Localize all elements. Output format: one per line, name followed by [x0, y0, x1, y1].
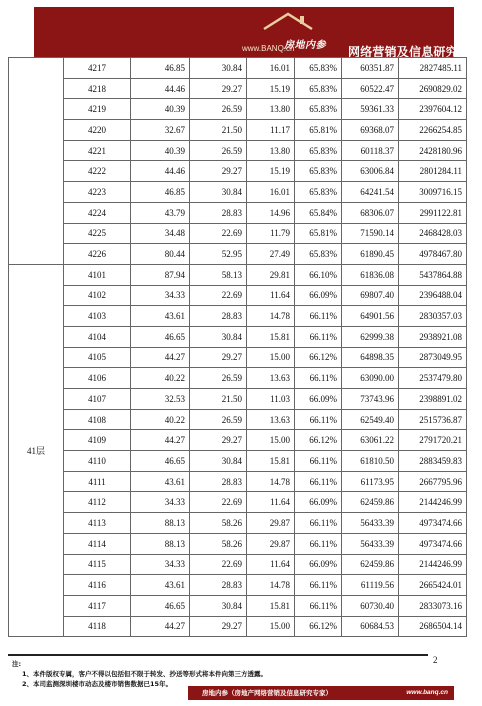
value-cell: 27.49	[247, 244, 295, 265]
value-cell: 15.00	[247, 616, 295, 637]
footnote-line-2: 2、本司监测深圳楼市动态及楼市销售数据已15年。	[22, 680, 173, 688]
value-cell: 46.85	[131, 182, 190, 203]
value-cell: 14.96	[247, 202, 295, 223]
table-row	[9, 140, 467, 161]
value-cell: 29.81	[247, 264, 295, 285]
value-cell: 46.65	[131, 451, 190, 472]
value-cell: 65.81%	[295, 120, 342, 141]
unit-number-cell: 4103	[64, 306, 131, 327]
value-cell: 64901.56	[342, 306, 399, 327]
value-cell: 2537479.80	[399, 368, 467, 389]
value-cell: 15.81	[247, 451, 295, 472]
value-cell: 65.83%	[295, 140, 342, 161]
value-cell: 61173.95	[342, 471, 399, 492]
value-cell: 40.39	[131, 140, 190, 161]
value-cell: 56433.39	[342, 533, 399, 554]
unit-number-cell: 4225	[64, 223, 131, 244]
value-cell: 4973474.66	[399, 513, 467, 534]
value-cell: 29.27	[190, 161, 247, 182]
header-banner	[34, 7, 482, 59]
value-cell: 66.11%	[295, 513, 342, 534]
unit-number-cell: 4116	[64, 575, 131, 596]
value-cell: 11.03	[247, 389, 295, 410]
value-cell: 14.78	[247, 471, 295, 492]
unit-number-cell: 4101	[64, 264, 131, 285]
value-cell: 22.69	[190, 492, 247, 513]
unit-number-cell: 4110	[64, 451, 131, 472]
unit-number-cell: 4115	[64, 554, 131, 575]
table-row	[9, 161, 467, 182]
value-cell: 2144246.99	[399, 492, 467, 513]
value-cell: 30.84	[190, 326, 247, 347]
value-cell: 22.69	[190, 285, 247, 306]
value-cell: 46.65	[131, 326, 190, 347]
value-cell: 34.33	[131, 554, 190, 575]
value-cell: 73743.96	[342, 389, 399, 410]
value-cell: 29.27	[190, 616, 247, 637]
value-cell: 65.83%	[295, 58, 342, 79]
value-cell: 66.09%	[295, 389, 342, 410]
value-cell: 40.22	[131, 368, 190, 389]
value-cell: 60730.40	[342, 595, 399, 616]
table-row	[9, 244, 467, 265]
value-cell: 13.80	[247, 140, 295, 161]
value-cell: 15.00	[247, 347, 295, 368]
table-row	[9, 575, 467, 596]
value-cell: 2144246.99	[399, 554, 467, 575]
value-cell: 2515736.87	[399, 409, 467, 430]
value-cell: 26.59	[190, 409, 247, 430]
value-cell: 29.87	[247, 513, 295, 534]
value-cell: 34.48	[131, 223, 190, 244]
value-cell: 43.61	[131, 471, 190, 492]
value-cell: 13.80	[247, 99, 295, 120]
value-cell: 5437864.88	[399, 264, 467, 285]
value-cell: 21.50	[190, 120, 247, 141]
price-table	[8, 57, 467, 637]
value-cell: 32.53	[131, 389, 190, 410]
value-cell: 26.59	[190, 140, 247, 161]
value-cell: 61836.08	[342, 264, 399, 285]
value-cell: 11.64	[247, 285, 295, 306]
table-row	[9, 595, 467, 616]
value-cell: 66.11%	[295, 595, 342, 616]
unit-number-cell: 4222	[64, 161, 131, 182]
value-cell: 65.83%	[295, 99, 342, 120]
brand-site: www.BANQ.cn	[242, 44, 295, 53]
value-cell: 66.11%	[295, 306, 342, 327]
value-cell: 32.67	[131, 120, 190, 141]
value-cell: 13.63	[247, 409, 295, 430]
value-cell: 60351.87	[342, 58, 399, 79]
value-cell: 28.83	[190, 471, 247, 492]
value-cell: 29.27	[190, 347, 247, 368]
value-cell: 64898.35	[342, 347, 399, 368]
table-row	[9, 120, 467, 141]
value-cell: 46.85	[131, 58, 190, 79]
value-cell: 52.95	[190, 244, 247, 265]
table-row	[9, 182, 467, 203]
table-row	[9, 264, 467, 285]
brand-slogan: 网络营销及信息研究专家	[348, 45, 482, 59]
table-row	[9, 58, 467, 79]
value-cell: 44.27	[131, 347, 190, 368]
value-cell: 62459.86	[342, 554, 399, 575]
value-cell: 2397604.12	[399, 99, 467, 120]
table-row	[9, 513, 467, 534]
value-cell: 29.27	[190, 78, 247, 99]
table-row	[9, 471, 467, 492]
table-row	[9, 451, 467, 472]
value-cell: 60522.47	[342, 78, 399, 99]
value-cell: 22.69	[190, 554, 247, 575]
table-row	[9, 616, 467, 637]
value-cell: 87.94	[131, 264, 190, 285]
value-cell: 2665424.01	[399, 575, 467, 596]
value-cell: 66.11%	[295, 451, 342, 472]
value-cell: 66.09%	[295, 285, 342, 306]
unit-number-cell: 4221	[64, 140, 131, 161]
value-cell: 2991122.81	[399, 202, 467, 223]
unit-number-cell: 4114	[64, 533, 131, 554]
value-cell: 58.13	[190, 264, 247, 285]
unit-number-cell: 4218	[64, 78, 131, 99]
value-cell: 28.83	[190, 306, 247, 327]
value-cell: 14.78	[247, 306, 295, 327]
table-row	[9, 430, 467, 451]
table-row	[9, 368, 467, 389]
unit-number-cell: 4102	[64, 285, 131, 306]
value-cell: 11.17	[247, 120, 295, 141]
unit-number-cell: 4109	[64, 430, 131, 451]
unit-number-cell: 4108	[64, 409, 131, 430]
value-cell: 3009716.15	[399, 182, 467, 203]
unit-number-cell: 4112	[64, 492, 131, 513]
footer-url: www.banq.cn	[406, 689, 448, 696]
value-cell: 65.83%	[295, 182, 342, 203]
value-cell: 62549.40	[342, 409, 399, 430]
page-number: 2	[433, 655, 438, 665]
value-cell: 40.39	[131, 99, 190, 120]
unit-number-cell: 4223	[64, 182, 131, 203]
footer-text: 房地内参（房地产网络营销及信息研究专家）	[202, 689, 332, 697]
value-cell: 58.26	[190, 533, 247, 554]
unit-number-cell: 4224	[64, 202, 131, 223]
table-row	[9, 492, 467, 513]
value-cell: 2833073.16	[399, 595, 467, 616]
value-cell: 30.84	[190, 58, 247, 79]
table-row	[9, 285, 467, 306]
value-cell: 44.46	[131, 78, 190, 99]
value-cell: 63006.84	[342, 161, 399, 182]
value-cell: 11.79	[247, 223, 295, 244]
value-cell: 61890.45	[342, 244, 399, 265]
value-cell: 66.11%	[295, 409, 342, 430]
value-cell: 34.33	[131, 492, 190, 513]
floor-label: 41层	[9, 264, 64, 636]
value-cell: 66.09%	[295, 492, 342, 513]
value-cell: 64241.54	[342, 182, 399, 203]
value-cell: 2690829.02	[399, 78, 467, 99]
table-row	[9, 223, 467, 244]
value-cell: 69807.40	[342, 285, 399, 306]
value-cell: 11.64	[247, 492, 295, 513]
unit-number-cell: 4226	[64, 244, 131, 265]
value-cell: 80.44	[131, 244, 190, 265]
value-cell: 15.00	[247, 430, 295, 451]
value-cell: 30.84	[190, 182, 247, 203]
value-cell: 4978467.80	[399, 244, 467, 265]
value-cell: 2428180.96	[399, 140, 467, 161]
unit-number-cell: 4117	[64, 595, 131, 616]
unit-number-cell: 4104	[64, 326, 131, 347]
table-row	[9, 99, 467, 120]
value-cell: 2791720.21	[399, 430, 467, 451]
value-cell: 2266254.85	[399, 120, 467, 141]
value-cell: 15.19	[247, 78, 295, 99]
value-cell: 28.83	[190, 202, 247, 223]
value-cell: 65.81%	[295, 223, 342, 244]
table-row	[9, 78, 467, 99]
value-cell: 66.11%	[295, 326, 342, 347]
value-cell: 88.13	[131, 513, 190, 534]
value-cell: 2830357.03	[399, 306, 467, 327]
value-cell: 29.87	[247, 533, 295, 554]
footer-bar	[188, 686, 454, 700]
value-cell: 2396488.04	[399, 285, 467, 306]
value-cell: 11.64	[247, 554, 295, 575]
value-cell: 63090.00	[342, 368, 399, 389]
value-cell: 66.12%	[295, 616, 342, 637]
value-cell: 14.78	[247, 575, 295, 596]
value-cell: 69368.07	[342, 120, 399, 141]
value-cell: 71590.14	[342, 223, 399, 244]
brand-name: 房地内参	[284, 40, 326, 51]
unit-number-cell: 4106	[64, 368, 131, 389]
value-cell: 63061.22	[342, 430, 399, 451]
table-row	[9, 554, 467, 575]
table-row	[9, 533, 467, 554]
floor-label	[9, 58, 64, 265]
value-cell: 2827485.11	[399, 58, 467, 79]
value-cell: 26.59	[190, 368, 247, 389]
value-cell: 65.83%	[295, 78, 342, 99]
value-cell: 60684.53	[342, 616, 399, 637]
value-cell: 46.65	[131, 595, 190, 616]
value-cell: 2398891.02	[399, 389, 467, 410]
value-cell: 66.10%	[295, 264, 342, 285]
value-cell: 28.83	[190, 575, 247, 596]
value-cell: 34.33	[131, 285, 190, 306]
value-cell: 61119.56	[342, 575, 399, 596]
unit-number-cell: 4118	[64, 616, 131, 637]
value-cell: 22.69	[190, 223, 247, 244]
value-cell: 68306.07	[342, 202, 399, 223]
table-row	[9, 202, 467, 223]
value-cell: 29.27	[190, 430, 247, 451]
table-row	[9, 409, 467, 430]
value-cell: 43.61	[131, 575, 190, 596]
value-cell: 66.11%	[295, 533, 342, 554]
value-cell: 40.22	[131, 409, 190, 430]
value-cell: 66.12%	[295, 347, 342, 368]
value-cell: 66.12%	[295, 430, 342, 451]
unit-number-cell: 4113	[64, 513, 131, 534]
value-cell: 58.26	[190, 513, 247, 534]
value-cell: 21.50	[190, 389, 247, 410]
value-cell: 2873049.95	[399, 347, 467, 368]
value-cell: 4973474.66	[399, 533, 467, 554]
value-cell: 16.01	[247, 182, 295, 203]
value-cell: 66.11%	[295, 575, 342, 596]
unit-number-cell: 4217	[64, 58, 131, 79]
value-cell: 44.46	[131, 161, 190, 182]
value-cell: 43.79	[131, 202, 190, 223]
value-cell: 65.83%	[295, 244, 342, 265]
value-cell: 66.09%	[295, 554, 342, 575]
value-cell: 44.27	[131, 616, 190, 637]
value-cell: 65.83%	[295, 161, 342, 182]
unit-number-cell: 4111	[64, 471, 131, 492]
value-cell: 60118.37	[342, 140, 399, 161]
value-cell: 13.63	[247, 368, 295, 389]
table-row	[9, 306, 467, 327]
value-cell: 16.01	[247, 58, 295, 79]
house-logo-icon	[260, 11, 316, 39]
value-cell: 2801284.11	[399, 161, 467, 182]
value-cell: 44.27	[131, 430, 190, 451]
value-cell: 30.84	[190, 595, 247, 616]
value-cell: 66.11%	[295, 471, 342, 492]
value-cell: 62459.86	[342, 492, 399, 513]
table-row	[9, 326, 467, 347]
footnote-line-1: 1、本件版权专属，客户不得以包括但不限于转发、抄送等形式将本件向第三方透露。	[22, 670, 268, 678]
value-cell: 88.13	[131, 533, 190, 554]
value-cell: 2667795.96	[399, 471, 467, 492]
value-cell: 15.81	[247, 595, 295, 616]
value-cell: 61810.50	[342, 451, 399, 472]
value-cell: 59361.33	[342, 99, 399, 120]
value-cell: 30.84	[190, 451, 247, 472]
footnote-title: 注:	[12, 660, 22, 668]
value-cell: 56433.39	[342, 513, 399, 534]
unit-number-cell: 4107	[64, 389, 131, 410]
unit-number-cell: 4105	[64, 347, 131, 368]
value-cell: 2938921.08	[399, 326, 467, 347]
unit-number-cell: 4219	[64, 99, 131, 120]
table-row	[9, 389, 467, 410]
table-row	[9, 347, 467, 368]
value-cell: 43.61	[131, 306, 190, 327]
value-cell: 66.11%	[295, 368, 342, 389]
value-cell: 2468428.03	[399, 223, 467, 244]
unit-number-cell: 4220	[64, 120, 131, 141]
value-cell: 65.84%	[295, 202, 342, 223]
value-cell: 15.81	[247, 326, 295, 347]
value-cell: 62999.38	[342, 326, 399, 347]
value-cell: 26.59	[190, 99, 247, 120]
value-cell: 2686504.14	[399, 616, 467, 637]
value-cell: 15.19	[247, 161, 295, 182]
value-cell: 2883459.83	[399, 451, 467, 472]
